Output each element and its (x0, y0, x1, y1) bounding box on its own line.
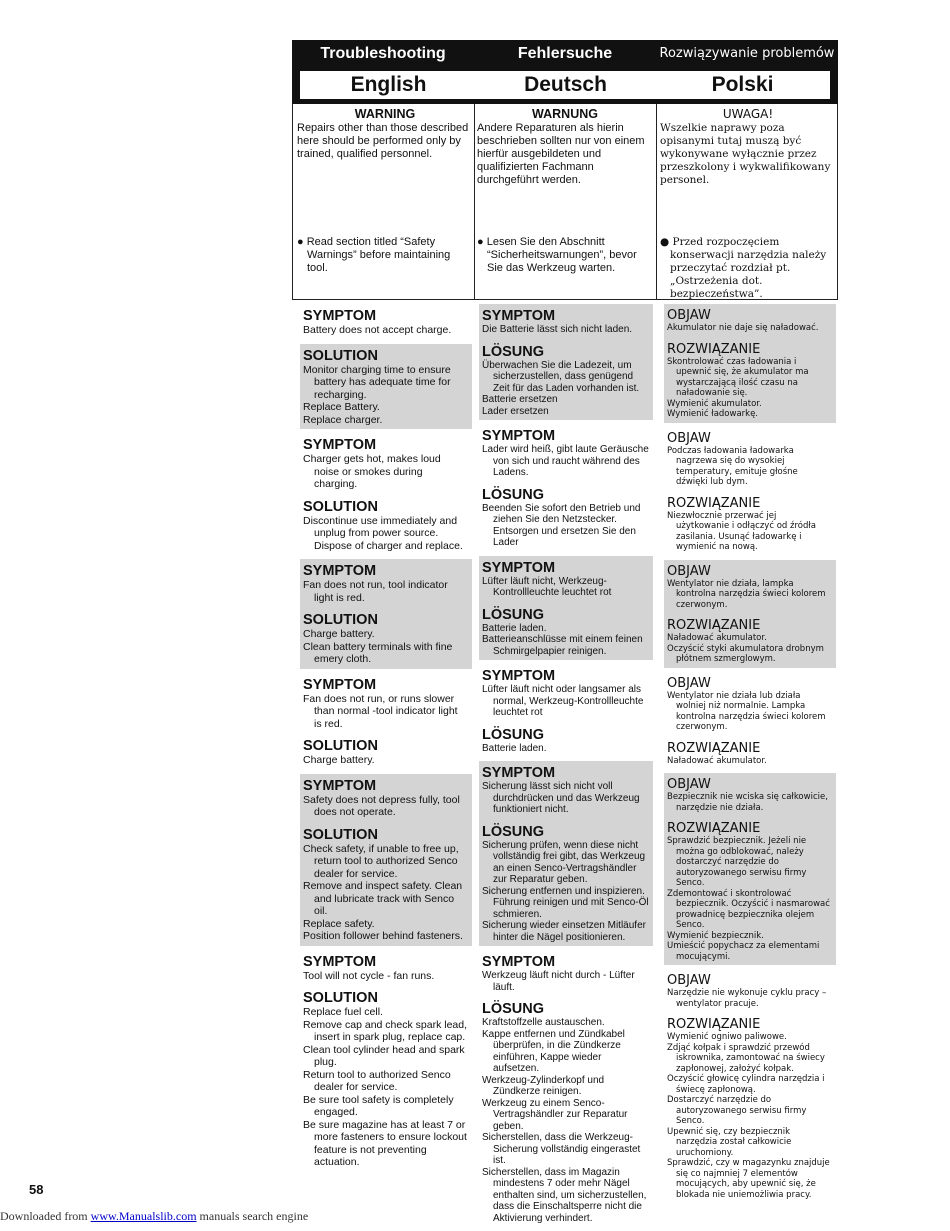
symptom-text: Wentylator nie działa lub działa wolniej niż normalnie. Lampka kontrolna narzędzia świeci kolorem czerwonym. (667, 690, 826, 732)
troubleshooting-block (479, 761, 653, 946)
bullet-en: ● Read section titled “Safety Warnings” before maintaining tool. (297, 236, 451, 274)
troubleshooting-block (664, 560, 836, 668)
symptom-text: Charger gets hot, makes loud noise or smokes during charging. (303, 453, 441, 490)
solution-heading: SOLUTION (303, 498, 378, 515)
solution-text: Sicherung wieder einsetzen Mitläufer hinter die Nägel positionieren. (482, 920, 646, 943)
footer (0, 1209, 308, 1224)
column-divider (474, 104, 475, 299)
symptom-text: Tool will not cycle - fan runs. (303, 969, 435, 982)
solution-text: Sicherstellen, dass im Magazin mindestens 7 oder mehr Nägel enthalten sind, um sicherzustellen, dass die Einschaltsperre nicht die Aktivierung verhindert. (482, 1166, 647, 1224)
solution-text: Beenden Sie sofort den Betrieb und ziehen Sie den Netzstecker. Entsorgen und ersetzen Sie den Lader (482, 502, 641, 548)
solution-heading: ROZWIĄZANIE (667, 1017, 761, 1032)
symptom-heading: OBJAW (667, 430, 711, 446)
symptom-heading: SYMPTOM (482, 428, 556, 444)
symptom-heading: SYMPTOM (482, 559, 556, 576)
troubleshooting-block (664, 304, 836, 423)
footer-suffix: manuals search engine (196, 1209, 309, 1223)
warning-pl (660, 108, 836, 187)
symptom-heading: SYMPTOM (482, 668, 556, 684)
title-de: Fehlersuche (517, 45, 613, 62)
troubleshooting-block (479, 664, 653, 757)
solution-heading: ROZWIĄZANIE (667, 495, 761, 511)
symptom-text: Akumulator nie daje się naładować. (667, 323, 819, 333)
solution-text: Replace safety. (303, 917, 375, 930)
symptom-heading: SOLUTION (303, 347, 378, 364)
symptom-heading: OBJAW (667, 973, 711, 988)
solution-text: Zdemontować i skontrolować bezpiecznik. Oczyścić i nasmarować prowadnicę bezpiecznika olejem Senco. (667, 888, 830, 930)
solution-text: Check safety, if unable to free up, return tool to authorized Senco dealer for service. (303, 842, 459, 880)
solution-heading: LÖSUNG (482, 606, 545, 623)
solution-heading: ROZWIĄZANIE (667, 821, 761, 836)
spacer (482, 479, 649, 485)
symptom-heading: SYMPTOM (303, 953, 377, 970)
solution-text: Kraftstoffzelle austauschen. (482, 1017, 605, 1028)
solution-heading: LÖSUNG (482, 343, 545, 360)
solution-text: Oczyścić styki akumulatora drobnym płótnem szmerglowym. (667, 643, 824, 664)
spacer (482, 993, 649, 999)
troubleshooting-block (300, 304, 472, 340)
spacer (303, 491, 468, 497)
bullet-text: Przed rozpoczęciem konserwacji narzędzia należy przeczytać rozdział pt. „Ostrzeżenia dot. bezpieczeństwa”. (670, 236, 827, 300)
solution-heading: ROZWIĄZANIE (667, 618, 761, 633)
symptom-heading: SYMPTOM (482, 308, 556, 324)
solution-heading: LÖSUNG (482, 486, 545, 503)
symptom-text: Podczas ładowania ładowarka nagrzewa się do wysokiej temperatury, emituje głośne dźwięki lub dym. (667, 445, 798, 487)
symptom-text: Wentylator nie działa, lampka kontrolna narzędzia świeci kolorem czerwonym. (667, 578, 826, 610)
troubleshooting-block (300, 344, 472, 430)
warning-title: WARNUNG (532, 107, 598, 121)
troubleshooting-block (479, 304, 653, 420)
troubleshooting-block (664, 672, 836, 770)
troubleshooting-block (479, 424, 653, 552)
troubleshooting-block (479, 950, 653, 1227)
solution-text: Charge battery. (303, 628, 375, 640)
solution-text: Sicherstellen, dass die Werkzeug-Sicherung vollständig eingerastet ist. (482, 1132, 641, 1166)
footer-prefix: Downloaded from (0, 1209, 91, 1223)
troubleshooting-block (664, 969, 836, 1203)
solution-heading: SOLUTION (303, 826, 378, 843)
solution-text: Discontinue use immediately and unplug from power source. Dispose of charger and replace. (303, 514, 463, 552)
column-polski (664, 304, 836, 1207)
symptom-heading: SYMPTOM (303, 563, 377, 579)
solution-text: Sicherung entfernen und inspizieren. Führung reinigen und mit Senco-Öl schmieren. (482, 885, 649, 920)
solution-heading: LÖSUNG (482, 1001, 545, 1017)
solution-text: Werkzeug-Zylinderkopf und Zündkerze reinigen. (482, 1074, 605, 1097)
solution-text: Niezwłocznie przerwać jej użytkowanie i odłączyć od źródła zasilania. Usunąć ładowarkę i wymienić na nową. (667, 510, 816, 552)
symptom-text: Monitor charging time to ensure battery has adequate time for recharging. (303, 363, 451, 401)
solution-text: Remove and inspect safety. Clean and lubricate track with Senco oil. (303, 880, 463, 917)
solution-text: Sicherung prüfen, wenn diese nicht vollständig frei gibt, das Werkzeug an einen Senco-Vertragshändler zur Reparatur geben. (482, 839, 646, 885)
solution-text: Upewnić się, czy bezpiecznik narzędzia został całkowicie uruchomiony. (667, 1126, 792, 1158)
solution-text: Sprawdzić bezpiecznik. Jeżeli nie można go odblokować, należy dostarczyć narzędzie do autoryzowanego serwisu firmy Senco. (667, 836, 807, 888)
solution-text: Be sure magazine has at least 7 or more fasteners to ensure lockout feature is not preventing actuation. (303, 1118, 467, 1168)
column-english (300, 304, 472, 1176)
symptom-heading: OBJAW (667, 308, 711, 323)
spacer (482, 336, 649, 342)
column-deutsch (479, 304, 653, 1231)
solution-text: Skontrolować czas ładowania i upewnić się, że akumulator ma wystarczającą ilość czasu na naładowanie się. (667, 356, 809, 398)
warning-text: Andere Reparaturen als hierin beschrieben sollten nur von einem hierfür ausgebildeten und qualifizierten Fachmann durchgeführt werden. (477, 122, 645, 186)
solution-text: Zdjąć kołpak i sprawdzić przewód iskrownika, zamontować na świecy zapłonowej, założyć kołpak. (667, 1042, 825, 1074)
language-de: Deutsch (524, 73, 607, 96)
spacer (303, 730, 468, 736)
solution-text: Charge battery. (303, 754, 375, 766)
spacer (667, 488, 832, 494)
spacer (482, 599, 649, 605)
symptom-text: Werkzeug läuft nicht durch - Lüfter läuft. (482, 970, 635, 993)
solution-text: Werkzeug zu einem Senco-Vertragshändler zur Reparatur geben. (482, 1097, 628, 1132)
solution-heading: SOLUTION (303, 738, 378, 754)
symptom-heading: SYMPTOM (303, 676, 377, 693)
symptom-heading: SYMPTOM (482, 954, 556, 970)
solution-text: Replace fuel cell. (303, 1006, 383, 1018)
language-en: English (350, 73, 427, 96)
symptom-text: Narzędzie nie wykonuje cyklu pracy – wentylator pracuje. (667, 988, 827, 1009)
symptom-text: Replace charger. (303, 413, 383, 426)
spacer (667, 610, 832, 616)
symptom-text: Lüfter läuft nicht, Werkzeug-Kontrollleuchte leuchtet rot (482, 575, 612, 598)
spacer (667, 1009, 832, 1015)
warning-en (297, 108, 473, 161)
spacer (667, 334, 832, 340)
symptom-heading: SYMPTOM (482, 765, 556, 781)
symptom-text: Fan does not run, tool indicator light is red. (303, 579, 448, 604)
footer-link[interactable]: www.Manualslib.com (90, 1209, 197, 1223)
symptom-text: Battery does not accept charge. (303, 324, 452, 336)
warning-de (477, 108, 653, 187)
spacer (303, 604, 468, 610)
symptom-text: Bezpiecznik nie wciska się całkowicie, narzędzie nie działa. (667, 792, 828, 813)
spacer (667, 733, 832, 739)
solution-text: Sprawdzić, czy w magazynku znajduje się co najmniej 7 elementów mocujących, aby upewnić się, że blokada nie uniemożliwia pracy. (667, 1158, 830, 1200)
warning-title: WARNING (354, 107, 416, 121)
symptom-text: Lader wird heiß, gibt laute Geräusche von sich und raucht während des Ladens. (482, 444, 649, 478)
solution-heading: ROZWIĄZANIE (667, 740, 761, 756)
title-pl: Rozwiązywanie problemów (659, 46, 835, 61)
spacer (482, 719, 649, 725)
symptom-heading: SYMPTOM (303, 308, 377, 324)
symptom-text: Fan does not run, or runs slower than normal -tool indicator light is red. (303, 692, 458, 730)
warning-title: UWAGA! (722, 107, 774, 121)
solution-text: Oczyścić głowicę cylindra narzędzia i świecę zapłonową. (667, 1074, 825, 1095)
warning-text: Wszelkie naprawy poza opisanymi tutaj muszą być wykonywane wyłącznie przez przeszkolony i wykwalifikowany personel. (660, 122, 831, 186)
troubleshooting-block (300, 673, 472, 770)
solution-heading: LÖSUNG (482, 823, 545, 840)
warning-box (292, 104, 838, 300)
symptom-heading: SYMPTOM (303, 777, 377, 794)
solution-text: Remove cap and check spark lead, insert in spark plug, replace cap. (303, 1018, 468, 1043)
solution-text: Batterie ersetzen (482, 394, 558, 405)
solution-text: Wymienić bezpiecznik. (667, 930, 764, 941)
solution-text: Clean battery terminals with fine emery cloth. (303, 640, 453, 665)
troubleshooting-block (300, 433, 472, 555)
solution-text: Wymienić akumulator. (667, 398, 762, 409)
solution-heading: SOLUTION (303, 990, 378, 1006)
solution-heading: LÖSUNG (482, 726, 545, 743)
spacer (482, 816, 649, 822)
solution-text: Batterieanschlüsse mit einem feinen Schmirgelpapier reinigen. (482, 634, 643, 657)
solution-text: Naładować akumulator. (667, 633, 767, 643)
troubleshooting-block (664, 427, 836, 556)
solution-text: Wymienić ogniwo paliwowe. (667, 1032, 787, 1042)
bullet-pl: ● Przed rozpoczęciem konserwacji narzędzia należy przeczytać rozdział pt. „Ostrzeżenia dot. bezpieczeństwa”. (660, 236, 827, 300)
warning-text: Repairs other than those described here should be performed only by trained, qualified personnel. (297, 122, 469, 160)
solution-heading: ROZWIĄZANIE (667, 341, 761, 357)
solution-text: Kappe entfernen und Zündkabel überprüfen, in die Zündkerze einführen, Kappe wieder aufsetzen. (482, 1028, 625, 1074)
troubleshooting-block (479, 556, 653, 661)
symptom-heading: OBJAW (667, 563, 711, 579)
solution-text: Return tool to authorized Senco dealer for service. (303, 1068, 451, 1093)
solution-text: Umieścić popychacz za elementami mocującymi. (667, 941, 820, 962)
solution-text: Batterie laden. (482, 622, 547, 634)
symptom-text: Safety does not depress fully, tool does not operate. (303, 793, 460, 818)
symptom-heading: OBJAW (667, 777, 711, 792)
language-pl: Polski (711, 73, 774, 96)
symptom-text: Lüfter läuft nicht oder langsamer als normal, Werkzeug-Kontrollleuchte leuchtet rot (482, 684, 644, 718)
solution-heading: SOLUTION (303, 612, 378, 628)
spacer (303, 819, 468, 825)
symptom-text: Replace Battery. (303, 401, 380, 413)
solution-text: Position follower behind fasteners. (303, 930, 463, 942)
bullet-de: ● Lesen Sie den Abschnitt “Sicherheitswarnungen”, bevor Sie das Werkzeug warten. (477, 236, 637, 274)
title-en: Troubleshooting (320, 45, 446, 62)
column-divider (656, 104, 657, 299)
spacer (303, 982, 468, 988)
symptom-heading: SYMPTOM (303, 437, 377, 453)
solution-text: Wymienić ładowarkę. (667, 409, 759, 419)
troubleshooting-block (300, 950, 472, 1172)
troubleshooting-block (664, 773, 836, 965)
bullet-text: Read section titled “Safety Warnings” before maintaining tool. (306, 236, 451, 274)
solution-text: Dostarczyć narzędzie do autoryzowanego serwisu firmy Senco. (667, 1095, 807, 1126)
page-number: 58 (29, 1182, 44, 1197)
solution-text: Clean tool cylinder head and spark plug. (303, 1043, 465, 1068)
solution-text: Überwachen Sie die Ladezeit, um sicherzustellen, dass genügend Zeit für das Laden vorhanden ist. (482, 359, 640, 394)
solution-text: Be sure tool safety is completely engaged. (303, 1093, 454, 1118)
spacer (667, 813, 832, 819)
troubleshooting-block (300, 774, 472, 946)
solution-text: Lader ersetzen (482, 405, 549, 417)
bullet-text: Lesen Sie den Abschnitt “Sicherheitswarnungen”, bevor Sie das Werkzeug warten. (486, 236, 637, 274)
language-bar (300, 71, 830, 99)
table-header (292, 40, 838, 104)
symptom-heading: OBJAW (667, 675, 711, 691)
solution-text: Naładować akumulator. (667, 755, 767, 766)
solution-text: Batterie laden. (482, 742, 547, 754)
troubleshooting-block (300, 559, 472, 669)
symptom-text: Sicherung lässt sich nicht voll durchdrücken und das Werkzeug funktioniert nicht. (482, 781, 640, 815)
symptom-text: Die Batterie lässt sich nicht laden. (482, 324, 633, 335)
